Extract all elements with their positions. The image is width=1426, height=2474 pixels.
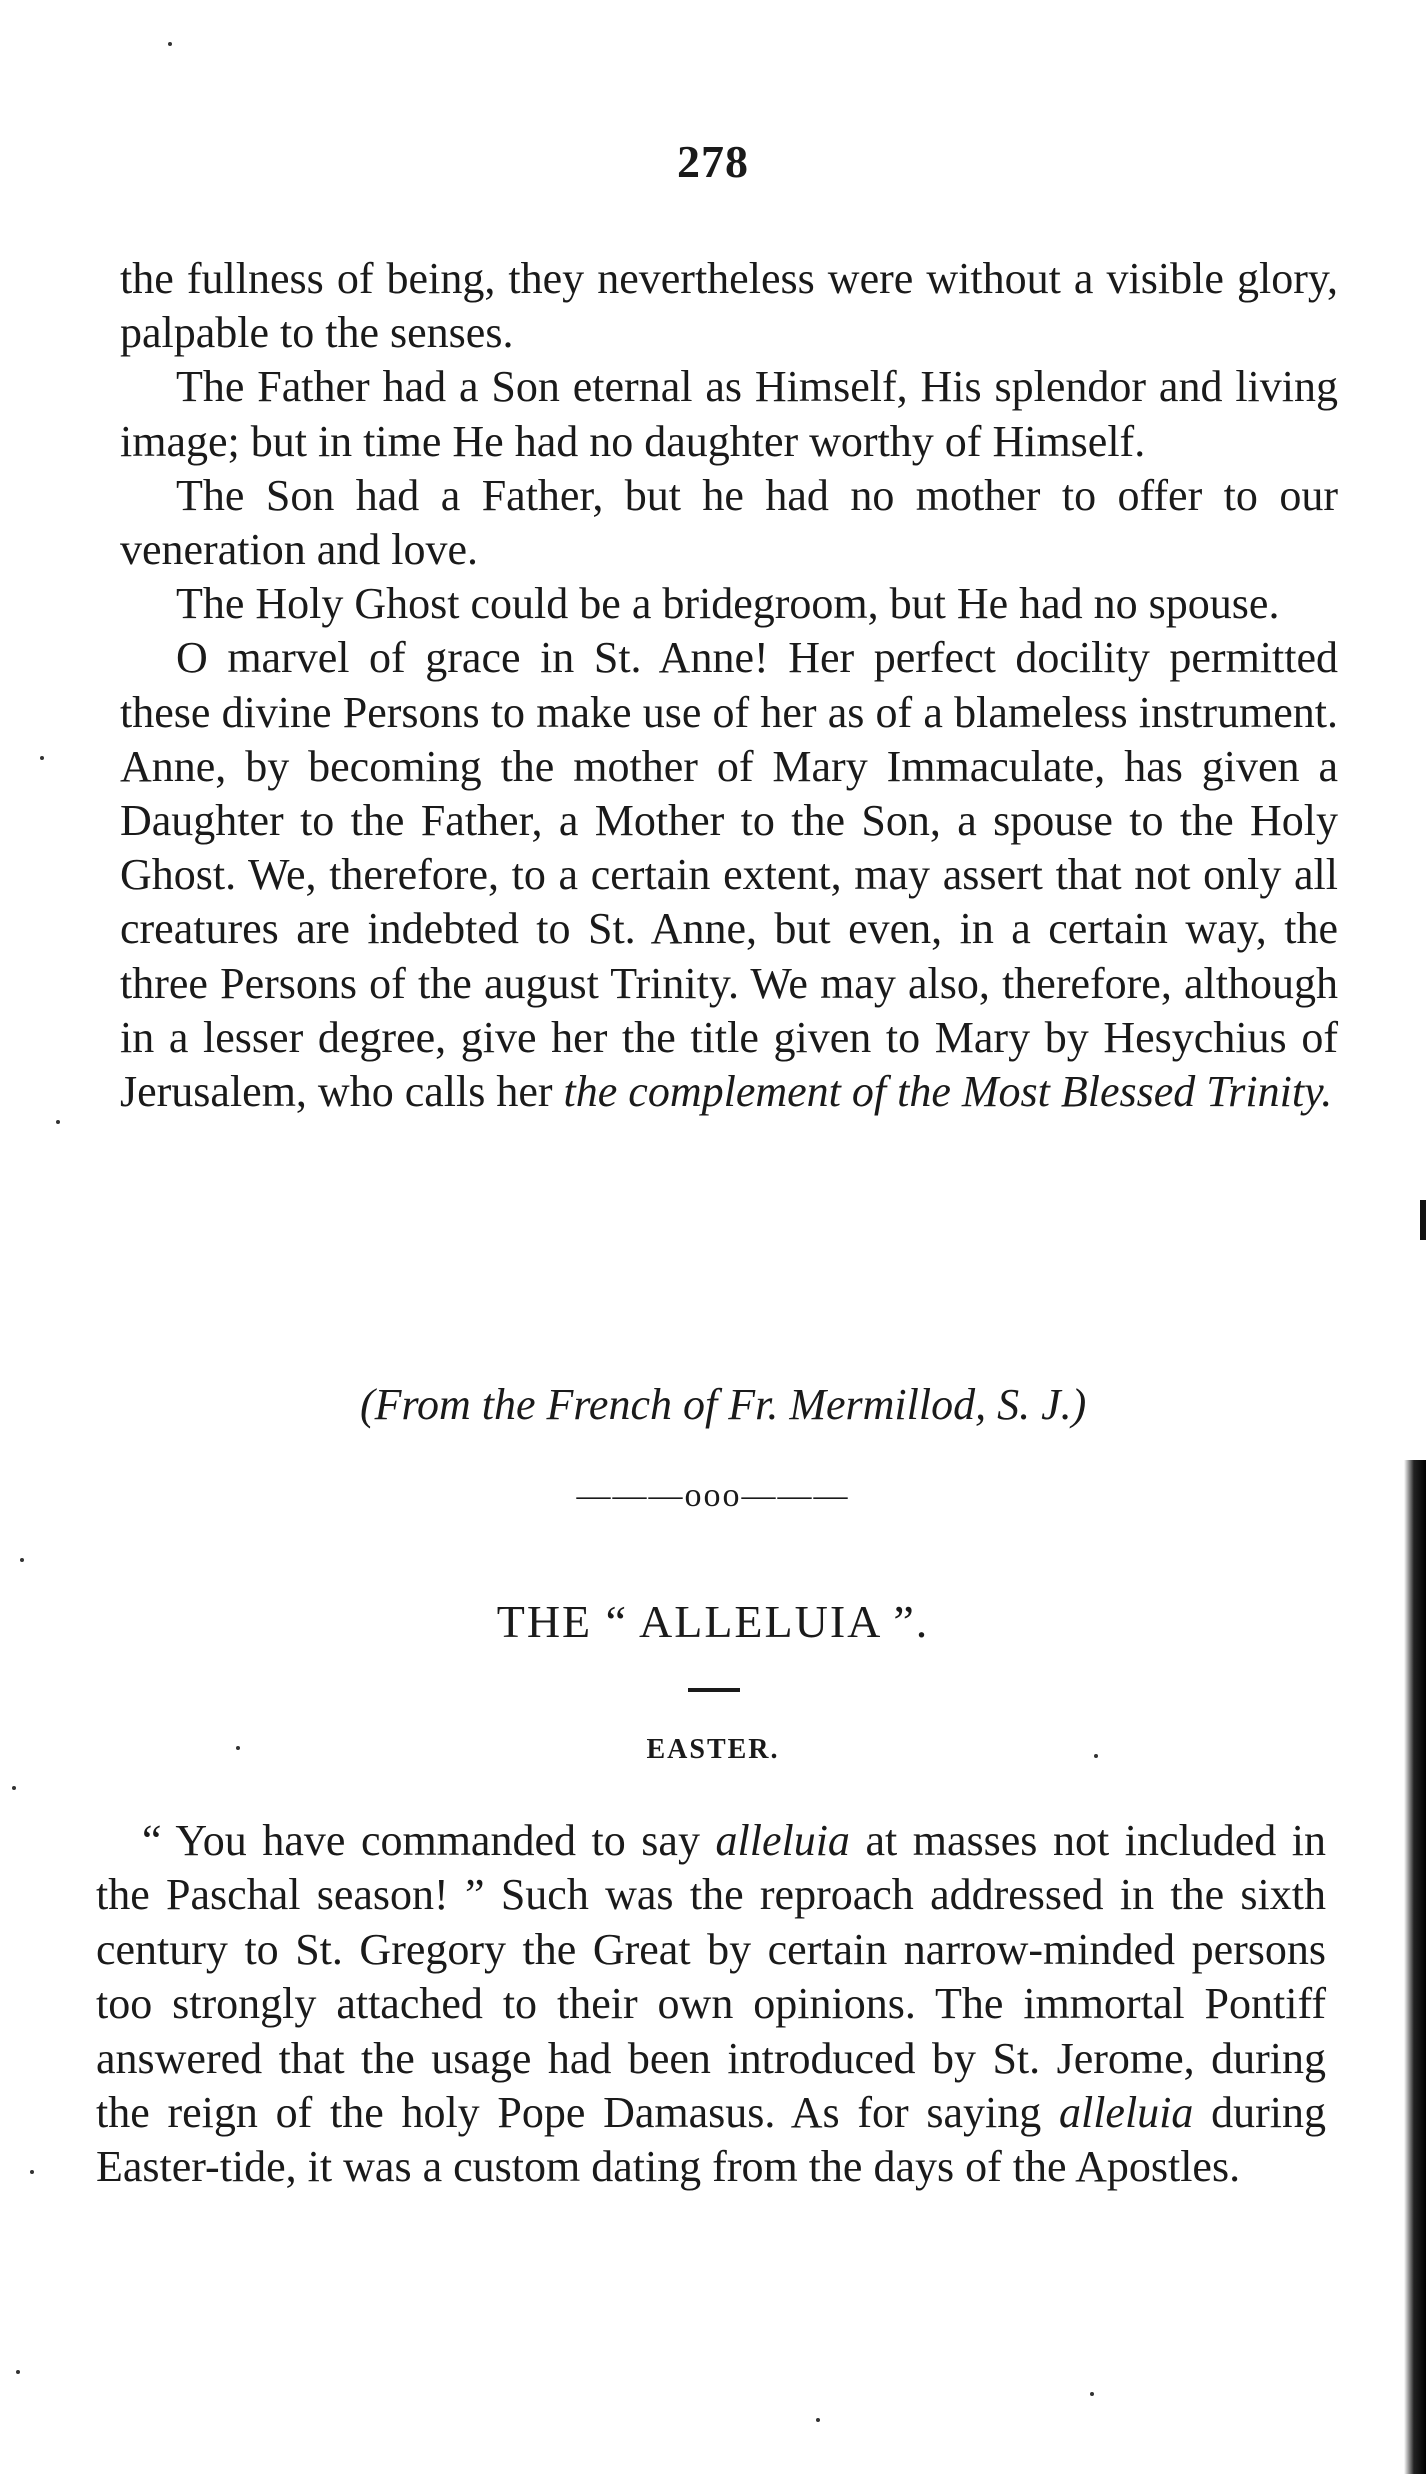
scan-speck bbox=[12, 1786, 16, 1790]
scan-speck bbox=[1094, 1754, 1098, 1758]
subheading: EASTER. bbox=[646, 1734, 780, 1765]
paragraph-continuation: the fullness of being, they nevertheless were without a visible glory, palpable to the senses. bbox=[120, 254, 1338, 358]
attribution: (From the French of Fr. Mermillod, S. J.) bbox=[360, 1380, 1087, 1429]
title-rule bbox=[688, 1688, 740, 1692]
scan-speck bbox=[168, 42, 172, 46]
continued-text-block bbox=[120, 252, 1338, 1119]
paragraph-st-anne bbox=[120, 631, 1338, 1119]
st-anne-italic-tail: the complement of the Most Blessed Trinity. bbox=[563, 1067, 1333, 1117]
scan-speck bbox=[30, 2170, 34, 2174]
section-separator: ———ooo——— bbox=[576, 1477, 850, 1514]
paragraph-holy-ghost: The Holy Ghost could be a bridegroom, but He had no spouse. bbox=[176, 579, 1280, 629]
scan-speck bbox=[16, 2370, 20, 2374]
scan-speck bbox=[20, 1558, 24, 1562]
page-edge-mark bbox=[1420, 1200, 1426, 1240]
easter-text-block bbox=[96, 1814, 1326, 2195]
easter-italic-2: alleluia bbox=[1058, 2088, 1194, 2138]
scan-speck bbox=[236, 1746, 240, 1750]
easter-italic-1: alleluia bbox=[715, 1816, 850, 1865]
scan-speck bbox=[40, 756, 44, 760]
scan-speck bbox=[1090, 2392, 1094, 2396]
scan-speck bbox=[56, 1120, 60, 1124]
page-edge-shadow bbox=[1404, 1460, 1426, 2474]
easter-text-2: at masses not included in the Paschal season! ” Such was the reproach addressed in the sixth century to St. Gregory the Great by certain narrow-minded persons too strongly attached to their own opinions. The immortal Pontiff answered that the usage had been introduced by St. Jerome, during the reign of the holy Pope Damasus. As for saying bbox=[96, 1816, 1327, 2138]
paragraph-son: The Son had a Father, but he had no mother to offer to our veneration and love. bbox=[120, 470, 1338, 575]
page-number: 278 bbox=[677, 136, 749, 187]
easter-text-1: “ You have commanded to say bbox=[142, 1816, 700, 1865]
scan-speck bbox=[816, 2418, 820, 2422]
st-anne-text: O marvel of grace in St. Anne! Her perfect docility permitted these divine Persons to make use of her as of a blameless instrument. Anne, by becoming the mother of Mary Immaculate, has given a Daughter to the Father, a Mother to the Son, a spouse to the Holy Ghost. We, therefore, to a certain extent, may assert that not only all creatures are indebted to St. Anne, but even, in a certain way, the three Persons of the august Trinity. We may also, therefore, although in a lesser degree, give her the title given to Mary by Hesychius of Jerusalem, who calls her bbox=[120, 633, 1338, 1117]
paragraph-easter bbox=[96, 1814, 1326, 2195]
paragraph-father: The Father had a Son eternal as Himself, His splendor and living image; but in time He had no daughter worthy of Himself. bbox=[120, 362, 1338, 466]
section-title: THE “ ALLELUIA ”. bbox=[496, 1596, 930, 1647]
easter-text-3: during Easter-tide, it was a custom dating from the days of the Apostles. bbox=[96, 2088, 1327, 2192]
